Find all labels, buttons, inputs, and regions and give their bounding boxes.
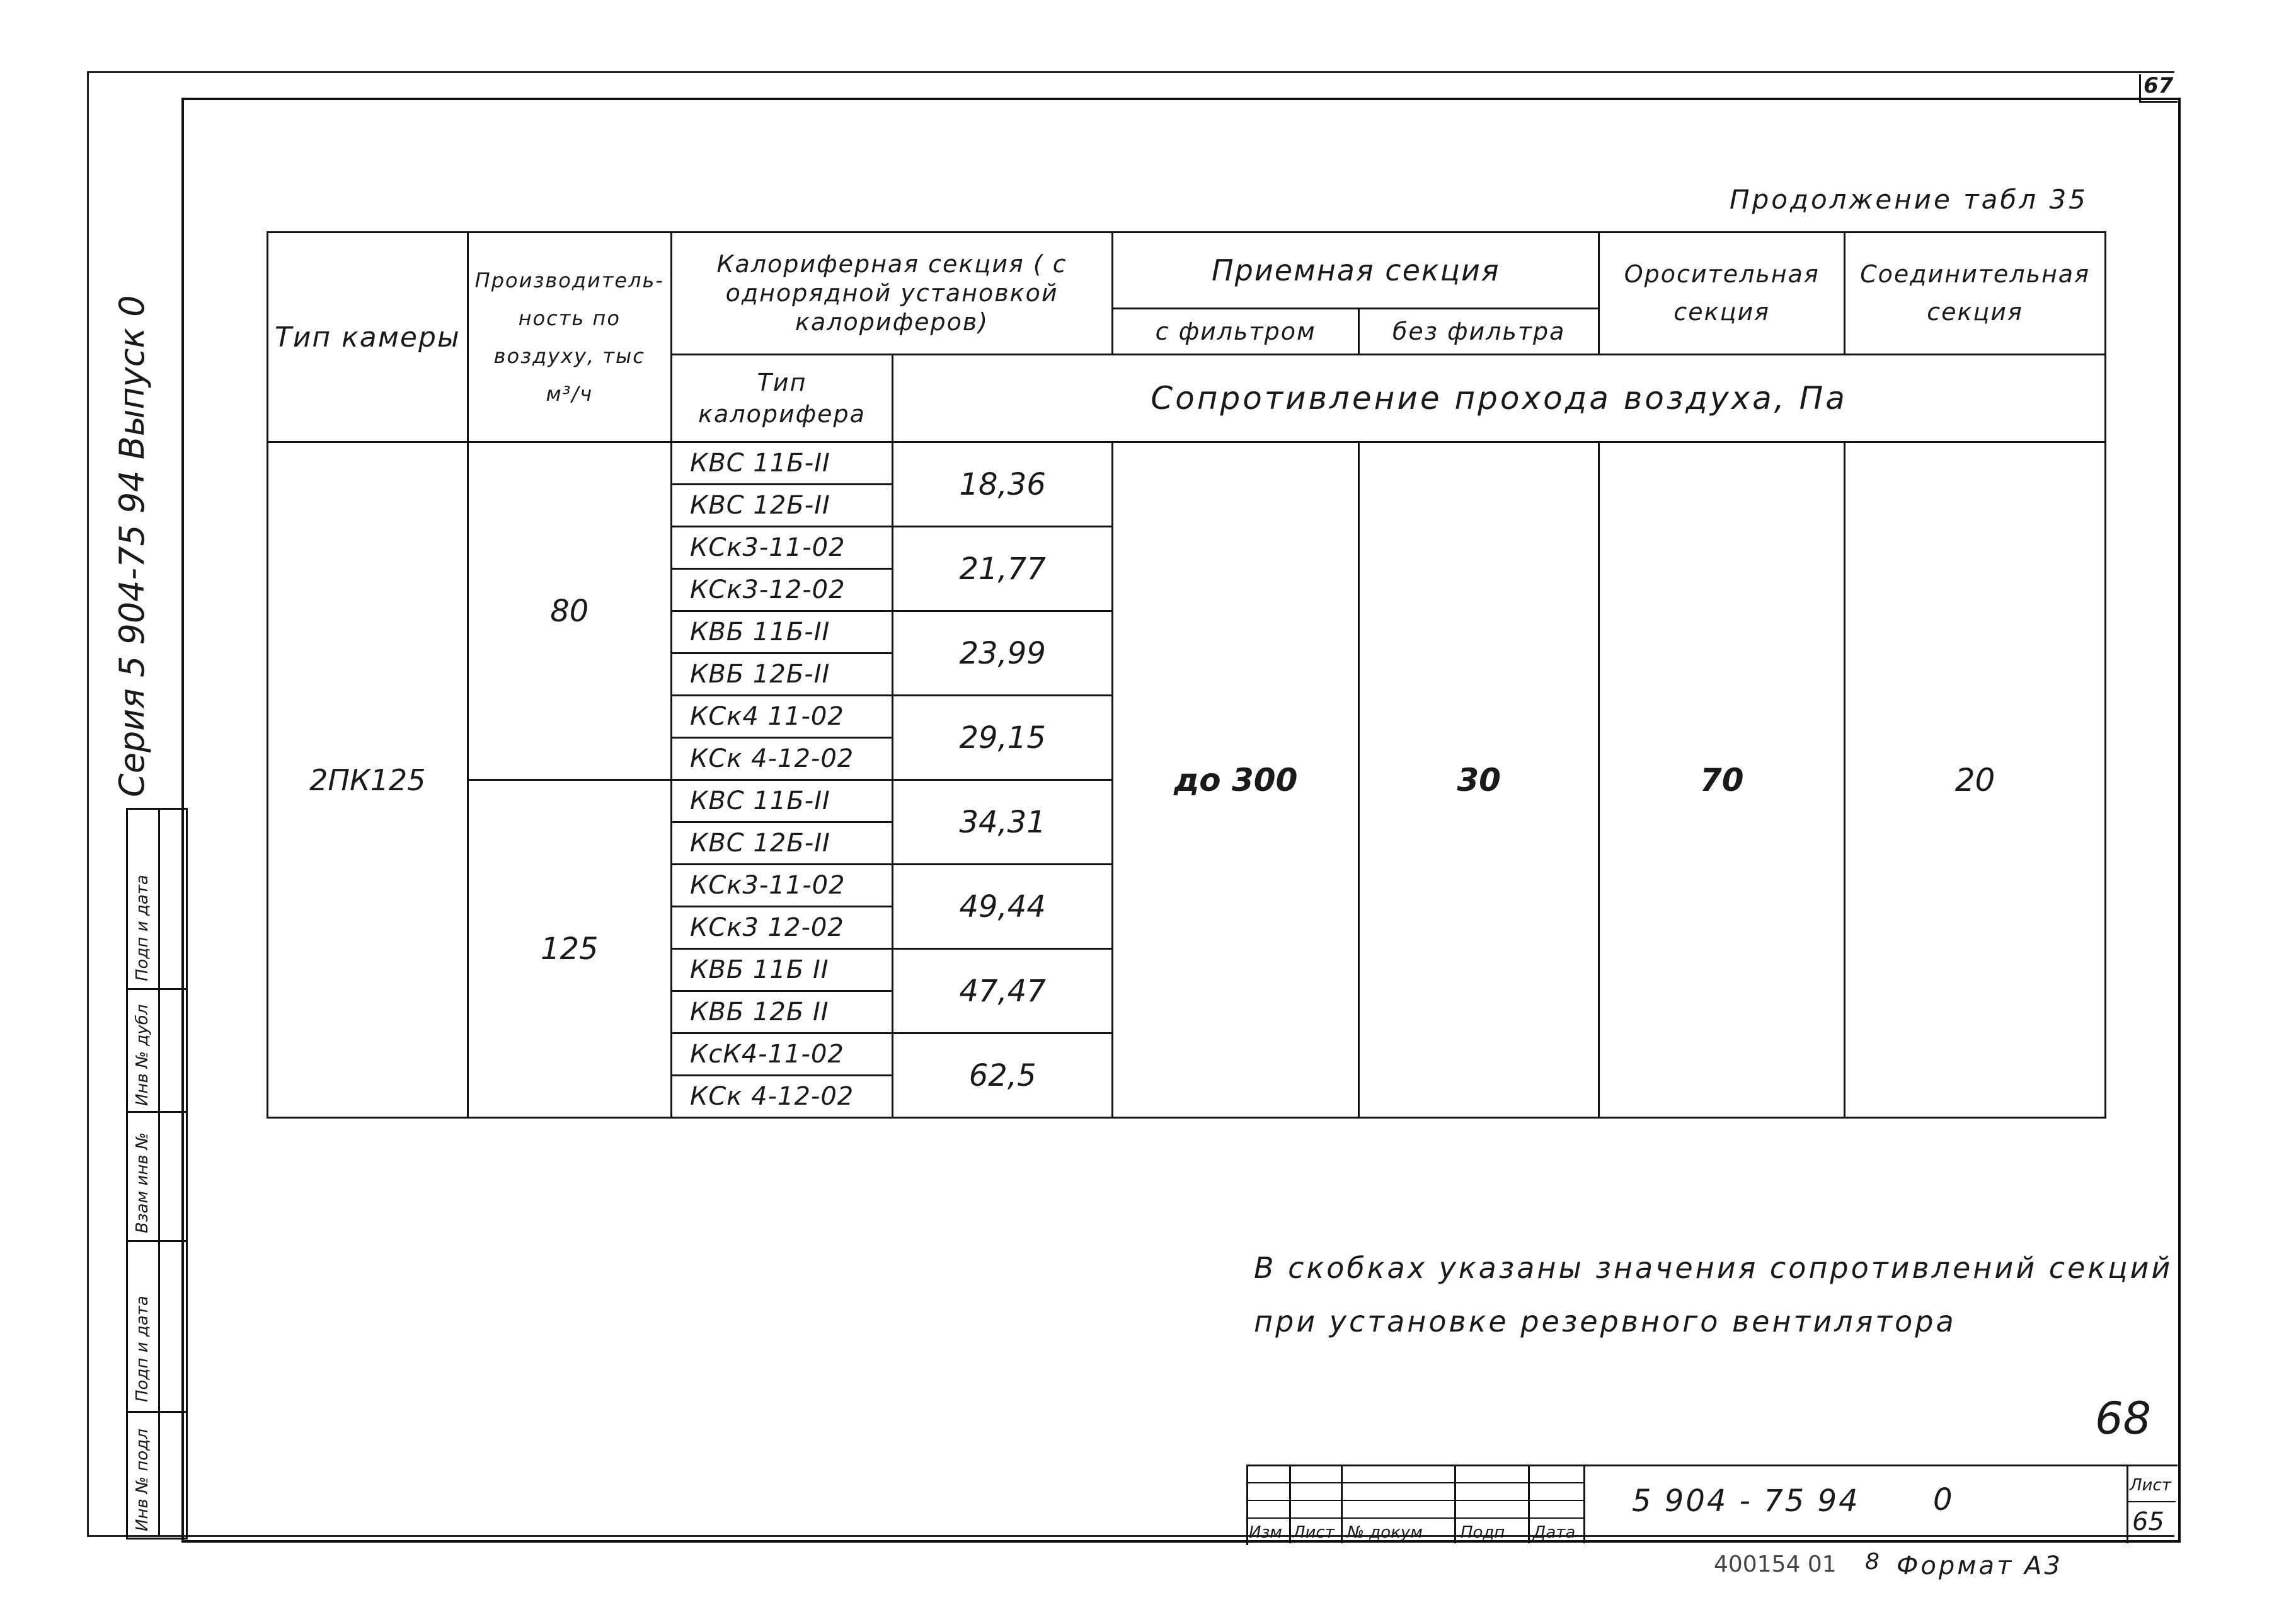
resistance-value-cell: 47,47	[893, 949, 1113, 1033]
stamp-label: Инв № подл	[133, 1429, 152, 1531]
title-grid-line	[1246, 1517, 1583, 1519]
handwritten-number: 68	[2095, 1393, 2152, 1444]
title-grid-line	[1528, 1465, 1530, 1543]
title-col-label: Подп	[1461, 1523, 1505, 1542]
title-grid-line	[1246, 1482, 1583, 1483]
title-col-label: № докум	[1347, 1523, 1423, 1542]
continuation-label: Продолжение табл 35	[1730, 184, 2088, 215]
resistance-table	[267, 231, 2106, 1119]
resistance-value-cell: 23,99	[893, 611, 1113, 696]
title-grid-line	[1246, 1500, 1583, 1501]
stamp-label: Подп и дата	[133, 1296, 152, 1402]
format-label: Формат А3	[1897, 1551, 2063, 1580]
heater-type-cell: КВБ 11Б II	[671, 949, 892, 991]
note-line-1: В скобках указаны значения сопротивлений секций	[1254, 1251, 2173, 1285]
sheet-number: 65	[2132, 1507, 2164, 1536]
resistance-value-cell: 29,15	[893, 696, 1113, 780]
resistance-value-cell: 62,5	[893, 1033, 1113, 1118]
resistance-value-cell: 34,31	[893, 780, 1113, 865]
header-with-filter: с фильтром	[1113, 309, 1359, 355]
connecting-value-cell: 20	[1845, 442, 2106, 1118]
header-camera-type: Тип камеры	[268, 233, 468, 442]
header-intake-section: Приемная секция	[1113, 233, 1599, 309]
heater-type-cell: КСк 4-12-02	[671, 738, 892, 780]
title-grid-line	[1583, 1465, 1585, 1543]
heater-type-cell: КСк3-12-02	[671, 569, 892, 611]
heater-type-cell: КСк3-11-02	[671, 865, 892, 907]
sheet-box-divider	[2127, 1501, 2176, 1502]
document-code: 5 904 - 75 94	[1632, 1483, 1860, 1519]
header-heater-section: Калориферная секция ( с однорядной установкой калориферов)	[671, 233, 1112, 355]
without-filter-value-cell: 30	[1359, 442, 1599, 1118]
header-resistance: Сопротивление прохода воздуха, Па	[893, 354, 2106, 442]
header-without-filter: без фильтра	[1359, 309, 1599, 355]
title-grid-line	[1289, 1465, 1291, 1543]
heater-type-cell: КВС 11Б-II	[671, 780, 892, 822]
header-capacity: Производитель- ность по воздуху, тыс м³/ч	[468, 233, 671, 442]
title-col-label: Дата	[1533, 1523, 1576, 1542]
heater-type-cell: КВС 12Б-II	[671, 822, 892, 865]
resistance-value-cell: 21,77	[893, 527, 1113, 611]
stamp-strip	[126, 808, 188, 1540]
stamp-label: Инв № дубл	[133, 1004, 152, 1106]
resistance-value-cell: 49,44	[893, 865, 1113, 949]
header-connecting-section: Соединительная секция	[1845, 233, 2106, 355]
heater-type-cell: КСк4 11-02	[671, 696, 892, 738]
resistance-value-cell: 18,36	[893, 442, 1113, 527]
archive-number: 400154 01	[1714, 1551, 1837, 1577]
title-block	[1246, 1465, 2176, 1543]
issue-number: 0	[1933, 1482, 1953, 1517]
heater-type-cell: КВБ 12Б II	[671, 991, 892, 1033]
heater-type-cell: КСк 4-12-02	[671, 1076, 892, 1118]
header-heater-type: Тип калорифера	[671, 354, 892, 442]
title-grid-line	[1341, 1465, 1343, 1543]
stamp-label: Взам инв №	[133, 1132, 152, 1233]
footer-mark: 8	[1865, 1549, 1880, 1575]
sheet-label: Лист	[2130, 1476, 2171, 1495]
header-irrigation-section: Оросительная секция	[1599, 233, 1845, 355]
note-line-2: при установке резервного вентилятора	[1254, 1304, 1956, 1338]
title-col-label: Изм	[1249, 1523, 1282, 1542]
camera-cell: 2ПК125	[268, 442, 468, 1118]
heater-type-cell: КВС 11Б-II	[671, 442, 892, 485]
heater-type-cell: КСк3-11-02	[671, 527, 892, 569]
heater-type-cell: КсК4-11-02	[671, 1033, 892, 1076]
with-filter-value-cell: до 300	[1113, 442, 1359, 1118]
irrigation-value-cell: 70	[1599, 442, 1845, 1118]
heater-type-cell: КСк3 12-02	[671, 907, 892, 949]
title-grid-line	[1454, 1465, 1456, 1543]
heater-type-cell: КВБ 12Б-II	[671, 653, 892, 696]
series-vertical-text: Серия 5 904-75 94 Выпуск 0	[112, 295, 152, 797]
stamp-label: Подп и дата	[133, 875, 152, 981]
heater-type-cell: КВБ 11Б-II	[671, 611, 892, 653]
capacity-cell: 125	[468, 780, 671, 1118]
title-col-label: Лист	[1293, 1523, 1335, 1542]
capacity-cell: 80	[468, 442, 671, 780]
page-number-top: 67	[2144, 73, 2174, 98]
heater-type-cell: КВС 12Б-II	[671, 485, 892, 527]
